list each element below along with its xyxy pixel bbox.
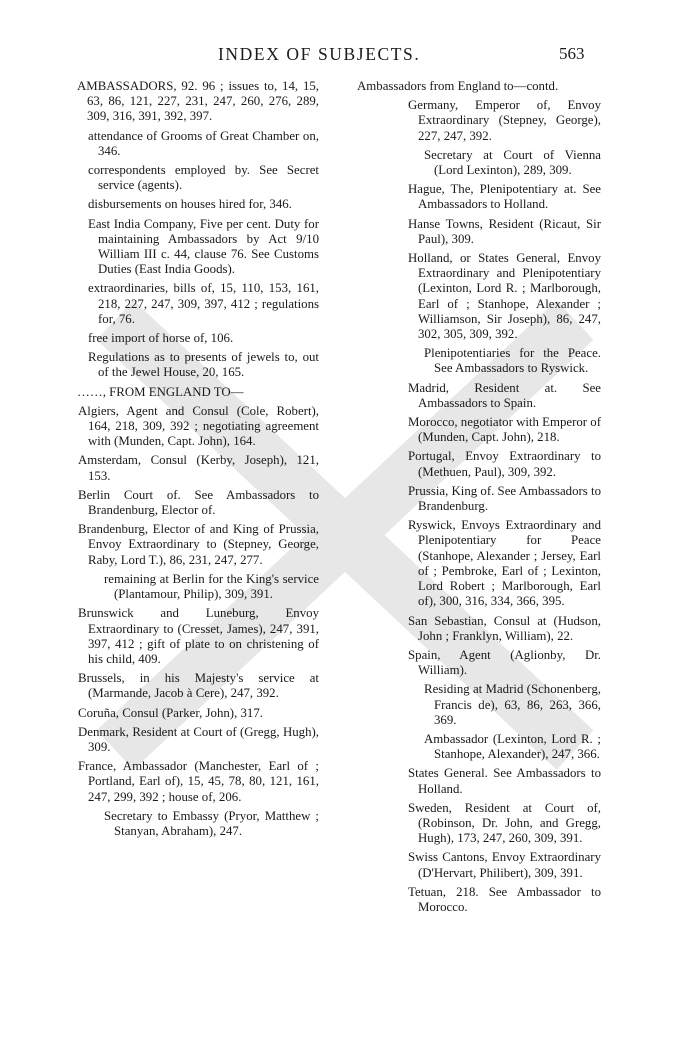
left-column <box>77 79 319 843</box>
index-entry: Sweden, Resident at Court of, (Robinson, Dr. John, and Gregg, Hugh), 173, 247, 260, 309, 391. <box>408 800 601 846</box>
index-entry: Germany, Emperor of, Envoy Extraordinary (Stepney, George), 227, 247, 392. <box>408 98 601 143</box>
index-entry: Ambassadors from England to—contd. <box>357 79 559 93</box>
index-entry: Ambassador (Lexinton, Lord R. ; Stanhope, Alexander), 247, 366. <box>424 731 601 762</box>
index-entry: Brandenburg, Elector of and King of Prussia, Envoy Extraordinary to (Stepney, George, Raby, Lord T.), 86, 231, 247, 277. <box>78 522 319 567</box>
running-title: INDEX OF SUBJECTS. <box>218 44 421 64</box>
index-entry: Brunswick and Luneburg, Envoy Extraordinary to (Cresset, James), 247, 391, 397, 412 ; gift of plate to on christening of his child, 409. <box>78 606 319 666</box>
index-entry: Amsterdam, Consul (Kerby, Joseph), 121, 153. <box>78 453 319 483</box>
right-column <box>357 79 601 919</box>
index-entry: Plenipotentiaries for the Peace. See Ambassadors to Ryswick. <box>424 346 601 376</box>
index-entry: Brussels, in his Majesty's service at (Marmande, Jacob à Cere), 247, 392. <box>78 671 319 701</box>
index-entry: ……, FROM ENGLAND TO— <box>77 384 244 399</box>
index-entry: AMBASSADORS, 92. 96 ; issues to, 14, 15, 63, 86, 121, 227, 231, 247, 260, 276, 289, 309, 316, 391, 392, 397. <box>77 79 319 124</box>
page-number: 563 <box>559 44 585 63</box>
index-entry: remaining at Berlin for the King's service (Plantamour, Philip), 309, 391. <box>104 571 319 602</box>
index-entry: Denmark, Resident at Court of (Gregg, Hugh), 309. <box>78 724 319 754</box>
index-entry: Secretary to Embassy (Pryor, Matthew ; Stanyan, Abraham), 247. <box>104 808 319 838</box>
index-entry: Prussia, King of. See Ambassadors to Brandenburg. <box>408 483 602 514</box>
index-entry: extraordinaries, bills of, 15, 110, 153, 161, 218, 227, 247, 309, 397, 412 ; regulations for, 76. <box>88 281 319 326</box>
index-entry: Secretary at Court of Vienna (Lord Lexinton), 289, 309. <box>424 147 601 178</box>
index-entry: States General. See Ambassadors to Holland. <box>408 766 601 796</box>
index-entry: free import of horse of, 106. <box>88 331 234 346</box>
index-entry: Spain, Agent (Aglionby, Dr. William). <box>408 647 601 678</box>
running-head <box>0 44 674 68</box>
index-entry: France, Ambassador (Manchester, Earl of ; Portland, Earl of), 15, 45, 78, 80, 121, 161, 247, 299, 392 ; house of, 206. <box>78 759 319 804</box>
index-entry: Swiss Cantons, Envoy Extraordinary (D'Hervart, Philibert), 309, 391. <box>408 850 601 880</box>
index-entry: Berlin Court of. See Ambassadors to Brandenburg, Elector of. <box>78 487 319 518</box>
index-entry: Algiers, Agent and Consul (Cole, Robert), 164, 218, 309, 392 ; negotiating agreement with (Munden, Capt. John), 164. <box>78 403 319 449</box>
index-entry: San Sebastian, Consul at (Hudson, John ; Franklyn, William), 22. <box>408 613 601 643</box>
index-entry: attendance of Grooms of Great Chamber on, 346. <box>88 128 319 158</box>
index-entry: disbursements on houses hired for, 346. <box>88 197 292 212</box>
index-entry: Tetuan, 218. See Ambassador to Morocco. <box>408 884 601 914</box>
index-entry: Hague, The, Plenipotentiary at. See Ambassadors to Holland. <box>408 182 601 212</box>
index-entry: Coruña, Consul (Parker, John), 317. <box>78 705 263 720</box>
index-entry: Madrid, Resident at. See Ambassadors to Spain. <box>408 380 601 410</box>
index-entry: Residing at Madrid (Schonenberg, Francis de), 63, 86, 263, 366, 369. <box>424 682 601 727</box>
index-entry: Portugal, Envoy Extraordinary to (Methuen, Paul), 309, 392. <box>408 449 601 479</box>
index-entry: correspondents employed by. See Secret service (agents). <box>88 163 319 193</box>
index-entry: Morocco, negotiator with Emperor of (Munden, Capt. John), 218. <box>408 415 601 445</box>
index-entry: Hanse Towns, Resident (Ricaut, Sir Paul), 309. <box>408 216 601 246</box>
index-entry: East India Company, Five per cent. Duty for maintaining Ambassadors by Act 9/10 William III c. 44, clause 76. See Customs Duties (East India Goods). <box>88 216 319 277</box>
index-entry: Regulations as to presents of jewels to, out of the Jewel House, 20, 165. <box>88 350 319 380</box>
index-entry: Holland, or States General, Envoy Extraordinary and Plenipotentiary (Lexinton, Lord R. ; Marlborough, Earl of ; Stanhope, Alexander ; Williamson, Sir Joseph), 86, 247, 302, 305, 309, 392. <box>408 251 601 342</box>
index-entry: Ryswick, Envoys Extraordinary and Plenipotentiary for Peace (Stanhope, Alexander ; Jersey, Earl of ; Pembroke, Earl of ; Lexinton, Lord Robert ; Marlborough, Earl of), 300, 316, 334, 366, 395. <box>408 518 601 609</box>
